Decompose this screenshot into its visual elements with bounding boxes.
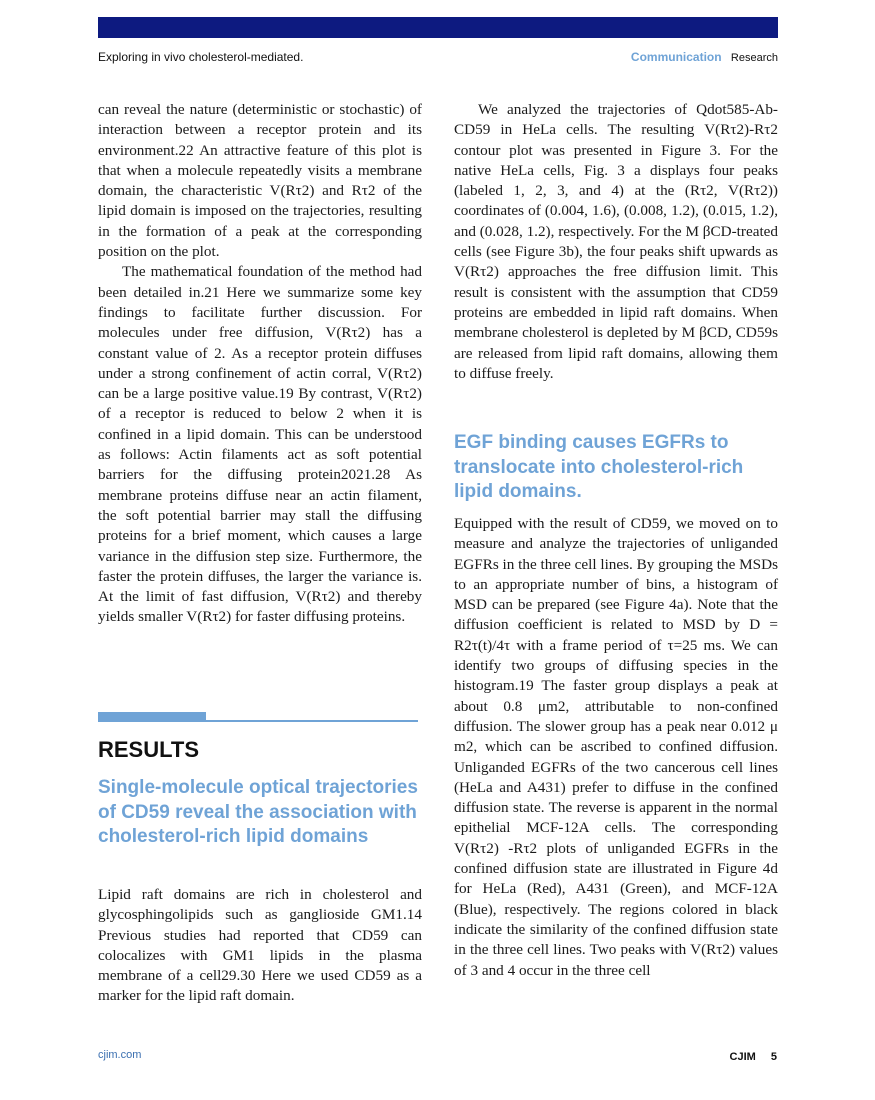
right-column-lower <box>454 514 778 981</box>
paragraph: We analyzed the trajectories of Qdot585-Ab-CD59 in HeLa cells. The resulting V(Rτ2)-Rτ2 contour plot was presented in Figure 3. For the native HeLa cells, Fig. 3 a displays four peaks (labeled 1, 2, 3, and 4) at the (Rτ2, V(Rτ2)) coordinates of (0.004, 1.6), (0.008, 1.2), (0.015, 1.2), and (0.028, 1.2), respectively. For the M βCD-treated cells (see Figure 3b), the four peaks shift upwards as V(Rτ2) approaches the free diffusion limit. This result is consistent with the assumption that CD59 proteins are embedded in lipid raft domains. When membrane cholesterol is depleted by M βCD, CD59s are released from lipid raft domains, allowing them to diffuse freely. <box>454 101 778 382</box>
running-title: Exploring in vivo cholesterol-mediated. <box>98 50 304 64</box>
paragraph: Lipid raft domains are rich in cholesterol and glycosphingolipids such as ganglioside GM1.14 Previous studies had reported that CD59 can colocalizes with GM1 lipids in the plasma membrane of a cell29.30 Here we used CD59 as a marker for the lipid raft domain. <box>98 886 422 1005</box>
section-secondary: Research <box>730 52 778 64</box>
paragraph: Equipped with the result of CD59, we moved on to measure and analyze the trajectories of unliganded EGFRs in the three cell lines. By grouping the MSDs to an appropriate number of bins, a histogram of MSD can be prepared (see Figure 4a). Note that the diffusion coefficient is related to MSD by D = R2τ(t)/4τ with a frame period of τ=25 ms. We can identify two groups of diffusing species in the histogram.19 The faster group displays a peak at about 0.8 μm2, attributable to non-confined diffusion. The slower group has a peak near 0.012 μ m2, which can be ascribed to confined diffusion. Unliganded EGFRs of the two cancerous cell lines (HeLa and A431) prefer to diffuse in the confined diffusion state. The reverse is apparent in the normal epithelial MCF-12A cells. The corresponding V(Rτ2) -Rτ2 plots of unliganded EGFRs in the confined diffusion state are illustrated in Figure 4d for HeLa (Red), A431 (Green), and MCF-12A (Blue), respectively. The regions colored in black indicate the similarity of the confined diffusion state in the three cell lines. Two peaks with V(Rτ2) values of 3 and 4 occur in the three cell <box>454 515 778 979</box>
right-column <box>454 100 778 384</box>
journal-name: CJIM <box>729 1051 756 1063</box>
paragraph: The mathematical foundation of the method had been detailed in.21 Here we summarize some key findings to facilitate further discussion. For molecules under free diffusion, V(Rτ2) has a constant value of 2. As a receptor protein diffuses under a strong confinement of actin corral, V(Rτ2) can be a large positive value.19 By contrast, V(Rτ2) of a receptor is reduced to below 2 when it is confined in a lipid domain. This can be understood as follows: Actin filaments act as soft potential barriers for the diffusing protein2021.28 As membrane proteins diffuse near an actin filament, the soft potential barrier may stall the diffusing proteins for a brief moment, which causes a large variance in the diffusion step size. Furthermore, the faster the protein diffuses, the larger the variance is. At the limit of fast diffusion, V(Rτ2) and thereby yields smaller V(Rτ2) for faster diffusing proteins. <box>98 263 422 626</box>
paragraph: can reveal the nature (deterministic or stochastic) of interaction between a receptor protein and its environment.22 An attractive feature of this plot is that when a molecule repeatedly visits a membrane domain, the characteristic V(Rτ2) and Rτ2 of the lipid domain is imposed on the trajectories, resulting in the formation of a peak at the corresponding position on the plot. <box>98 101 422 261</box>
left-column-lower <box>98 885 422 1007</box>
section-divider <box>98 712 418 722</box>
footer-url[interactable]: cjim.com <box>98 1049 142 1061</box>
header-bar <box>98 17 778 38</box>
subheading: EGF binding causes EGFRs to translocate into cholesterol-rich lipid domains. <box>454 432 744 502</box>
subheading: Single-molecule optical trajectories of CD59 reveal the association with cholesterol-rich lipid domains <box>98 777 418 847</box>
left-column <box>98 100 422 628</box>
section-label <box>631 50 778 64</box>
page-number: 5 <box>770 1051 777 1063</box>
footer-journal <box>718 1051 777 1063</box>
divider-line <box>98 720 418 722</box>
section-primary: Communication <box>630 50 722 64</box>
results-heading: RESULTS <box>98 737 200 762</box>
